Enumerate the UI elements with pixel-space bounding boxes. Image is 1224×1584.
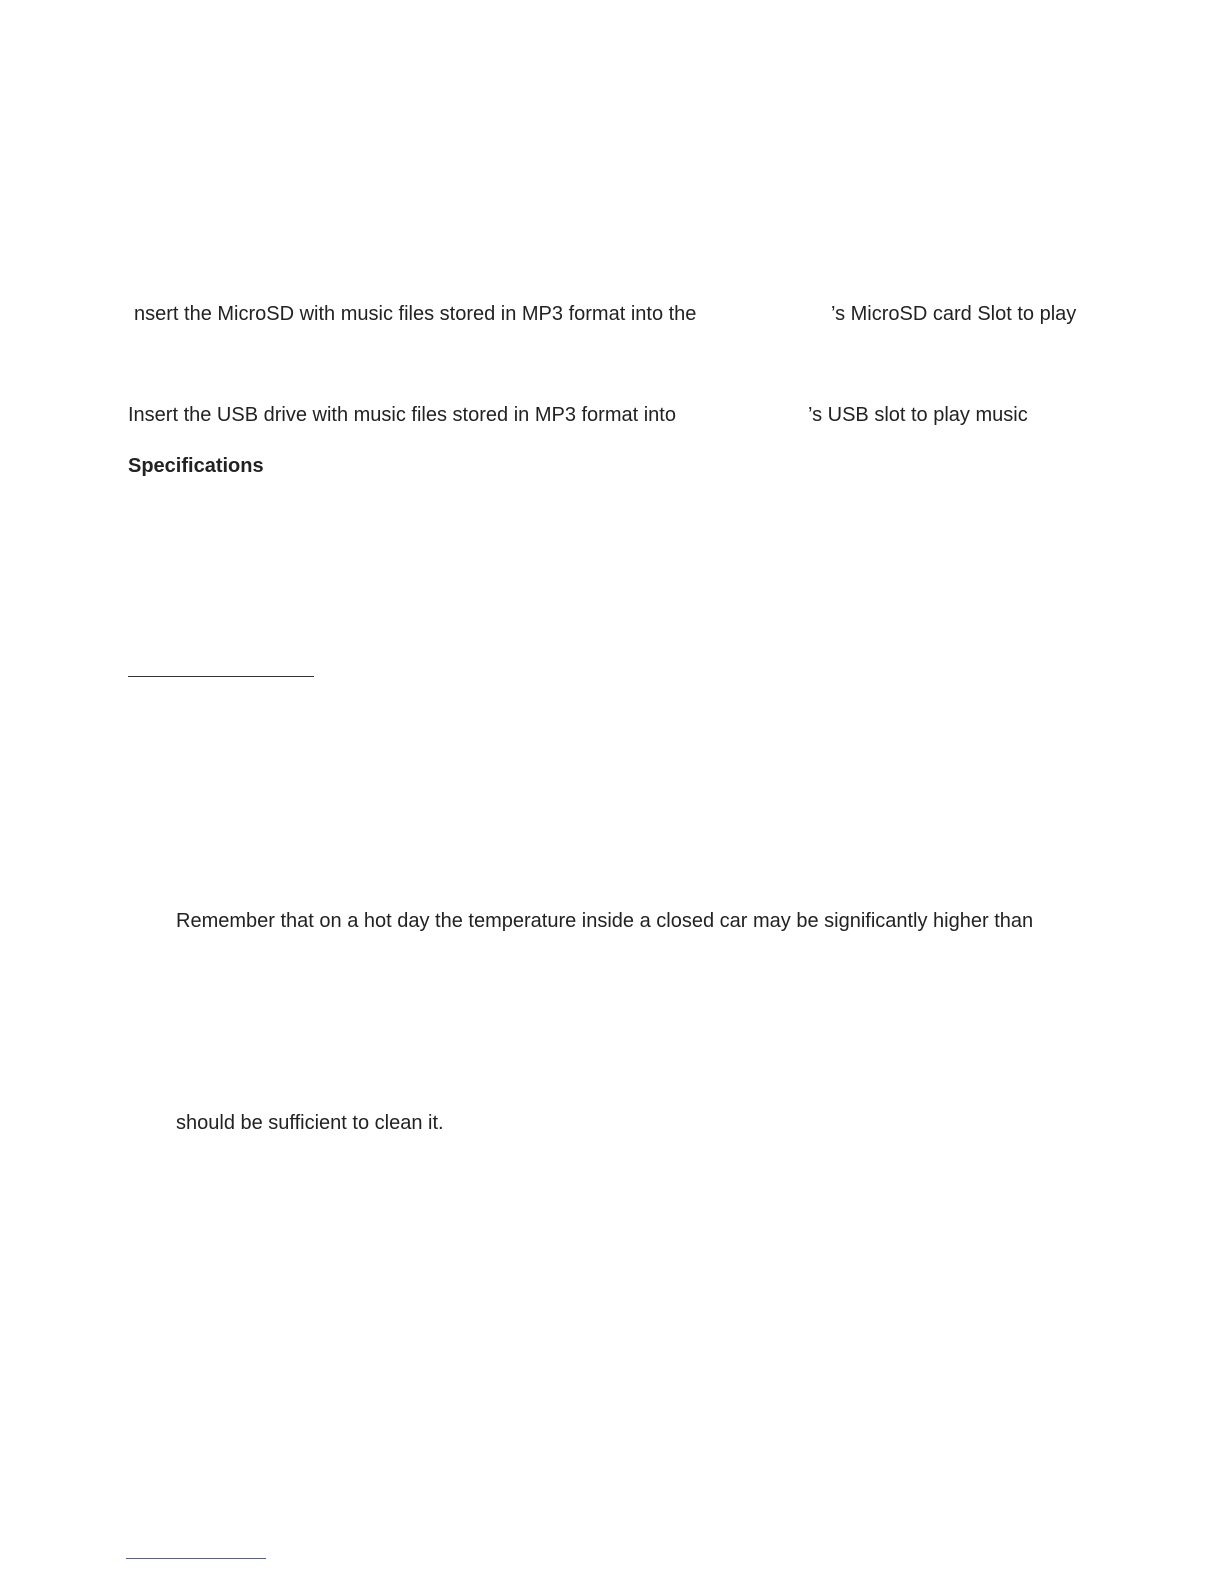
microsd-instruction-text-start: nsert the MicroSD with music files stored in MP3 format into the — [134, 303, 697, 325]
hot-day-warning-text: Remember that on a hot day the temperature inside a closed car may be significantly higher than — [176, 910, 1034, 932]
microsd-instruction-text-end: ’s MicroSD card Slot to play — [831, 303, 1077, 325]
cleaning-instruction-text: should be sufficient to clean it. — [176, 1112, 444, 1134]
footnote-divider — [126, 1558, 266, 1559]
usb-instruction-text-start: Insert the USB drive with music files stored in MP3 format into — [128, 404, 676, 426]
specifications-heading: Specifications — [128, 455, 264, 477]
usb-instruction-text-end: ’s USB slot to play music — [808, 404, 1028, 426]
section-divider — [128, 676, 314, 677]
